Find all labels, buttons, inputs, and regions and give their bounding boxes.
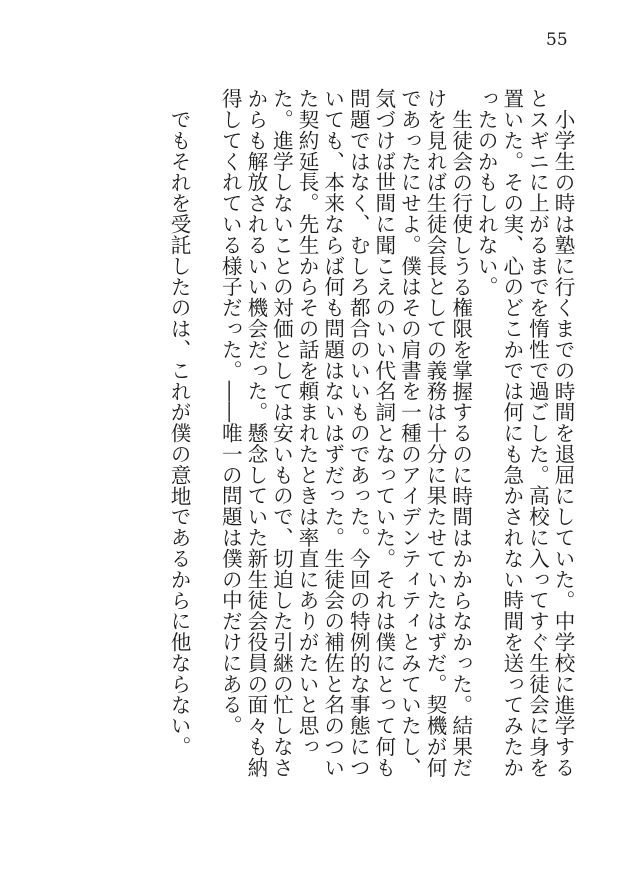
paragraph-1: 小学生の時は塾に行くまでの時間を退屈にしていた。中学校に進学するとスギニに上がるまでを惰性で過ごした。高校に入ってすぐ生徒会に身を置いた。その実、心のどこかでは何にも急かされない時間を送ってみたかったのかもしれない。 [474,88,575,778]
paragraph-2: 生徒会の行使しうる権限を掌握するのに時間はかからなかった。結果だけを見れば生徒会長としての義務は十分に果たせていたはずだ。契機が何であったにせよ。僕はその肩書を一種のアイデンティティとみていたし、気づけば世間に聞こえのいい代名詞となっていた。それは僕にとって何も問題ではなく、むしろ都合のいいものであった。今回の特例的な事態についても、本来ならば何も問題はないはずだった。生徒会の補佐と名のついた契約延長。先生からその話を頼まれたときは率直にありがたいと思った。進学しないことの対価としては安いもので、切迫した引継の忙しなさからも解放されるいい機会だった。懸念していた新生徒会役員の面々も納得してくれている様子だった。――唯一の問題は僕の中だけにある。 [218,88,473,778]
page-number: 55 [546,30,568,50]
body-text [166,88,576,778]
paragraph-3: でもそれを受託したのは、これが僕の意地であるからに他ならない。 [167,108,192,757]
